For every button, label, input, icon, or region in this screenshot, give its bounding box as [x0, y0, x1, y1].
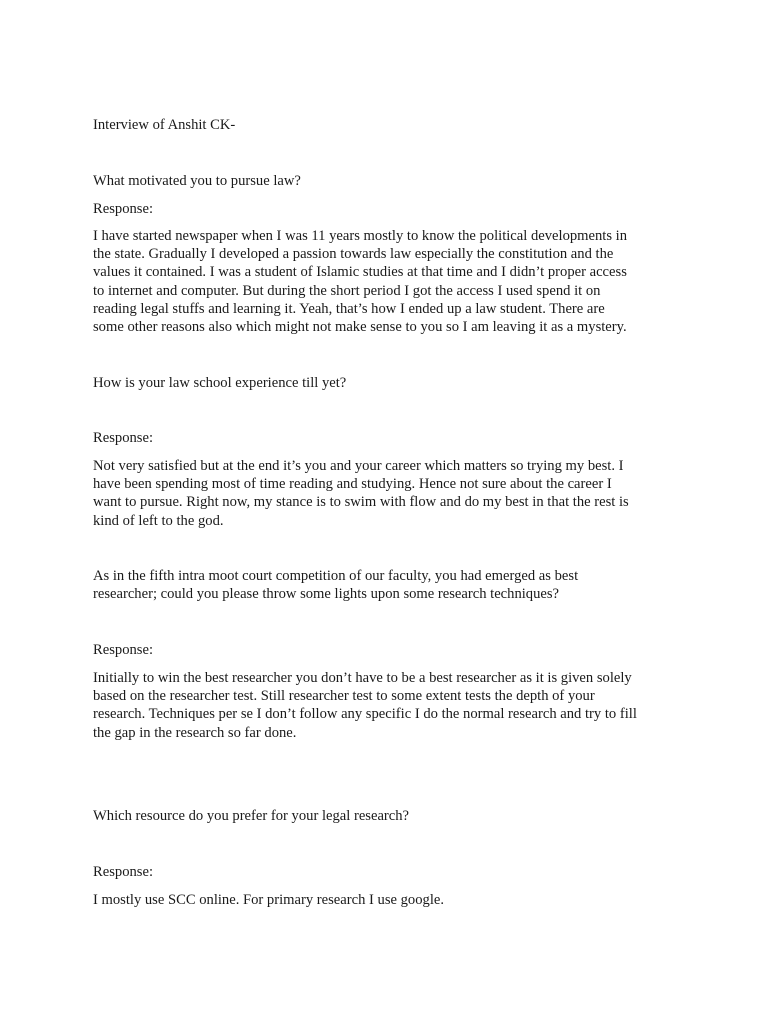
- response-label-2: Response:: [93, 430, 153, 446]
- answer-2-line: kind of left to the god.: [93, 512, 224, 529]
- question-3-line: researcher; could you please throw some lights upon some research techniques?: [93, 586, 560, 603]
- question-2: How is your law school experience till yet?: [93, 375, 347, 391]
- response-label-1: Response:: [93, 201, 153, 217]
- answer-1-line: values it contained. I was a student of Islamic studies at that time and I didn’t proper access: [93, 264, 627, 281]
- answer-3-line: research. Techniques per se I don’t follow any specific I do the normal research and try to fill: [93, 706, 637, 723]
- answer-2-line: want to pursue. Right now, my stance is to swim with flow and do my best in that the rest is: [93, 494, 629, 511]
- answer-1-line: the state. Gradually I developed a passion towards law especially the constitution and the: [93, 246, 614, 263]
- answer-1-line: I have started newspaper when I was 11 years mostly to know the political developments in: [93, 228, 628, 244]
- response-label-3: Response:: [93, 642, 153, 658]
- answer-1-line: reading legal stuffs and learning it. Yeah, that’s how I ended up a law student. There are: [93, 300, 605, 317]
- answer-1-line: some other reasons also which might not make sense to you so I am leaving it as a mystery.: [93, 319, 627, 336]
- question-4: Which resource do you prefer for your legal research?: [93, 808, 410, 824]
- answer-1: [93, 227, 683, 336]
- answer-2-line: Not very satisfied but at the end it’s you and your career which matters so trying my best. I: [93, 458, 624, 474]
- question-3-line: As in the fifth intra moot court competition of our faculty, you had emerged as best: [93, 568, 579, 584]
- answer-2-line: have been spending most of time reading and studying. Hence not sure about the career I: [93, 476, 612, 493]
- answer-4-line: I mostly use SCC online. For primary research I use google.: [93, 892, 444, 908]
- response-label-4: Response:: [93, 864, 153, 880]
- answer-4: [93, 891, 683, 909]
- answer-3-line: based on the researcher test. Still researcher test to some extent tests the depth of your: [93, 688, 595, 705]
- answer-3-line: the gap in the research so far done.: [93, 724, 297, 741]
- answer-1-line: to internet and computer. But during the short period I got the access I used spend it on: [93, 282, 601, 299]
- answer-2: [93, 457, 683, 530]
- question-1: What motivated you to pursue law?: [93, 173, 301, 189]
- document-title: Interview of Anshit CK-: [93, 117, 236, 133]
- answer-3: [93, 669, 683, 742]
- question-3: [93, 567, 683, 603]
- answer-3-line: Initially to win the best researcher you don’t have to be a best researcher as it is given solely: [93, 670, 632, 686]
